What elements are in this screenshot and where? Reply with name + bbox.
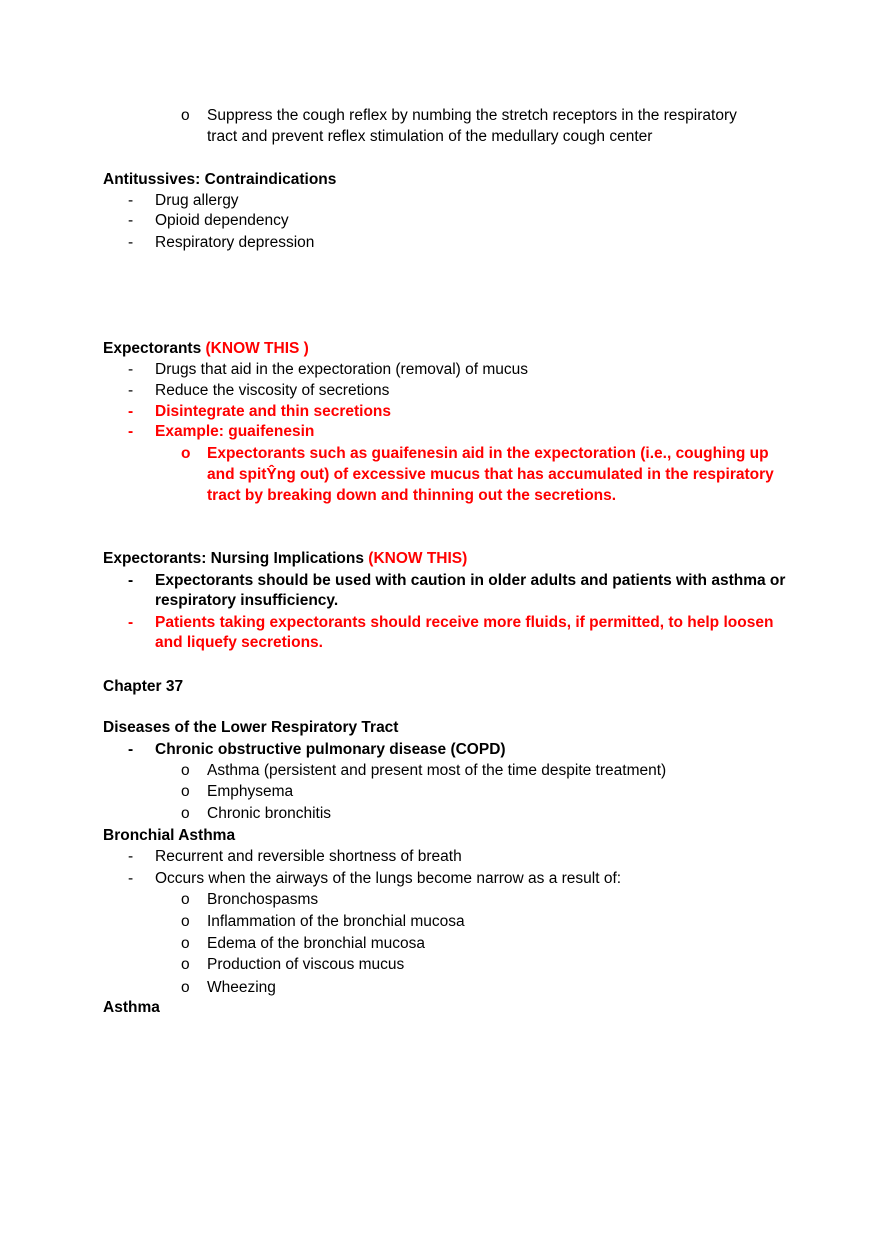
section-heading: Bronchial Asthma: [103, 827, 236, 844]
dash-marker: -: [128, 403, 134, 420]
bullet-marker: o: [181, 891, 190, 908]
list-item: Bronchospasms: [207, 891, 319, 908]
heading-note: (KNOW THIS): [368, 550, 468, 567]
section-heading: [103, 338, 309, 359]
section-heading: Antitussives: Contraindications: [103, 171, 337, 188]
bullet-marker: o: [181, 956, 190, 973]
list-item: Drug allergy: [155, 192, 239, 209]
bullet-marker: o: [181, 445, 191, 462]
list-item: Asthma (persistent and present most of the time despite treatment): [207, 762, 667, 779]
list-item: Inflammation of the bronchial mucosa: [207, 913, 465, 930]
list-item: Example: guaifenesin: [155, 423, 315, 440]
list-item: Chronic obstructive pulmonary disease (COPD): [155, 741, 506, 758]
list-item: Patients taking expectorants should receive more fluids, if permitted, to help loosen: [155, 614, 774, 631]
dash-marker: -: [128, 423, 134, 440]
dash-marker: -: [128, 234, 134, 251]
list-item: Opioid dependency: [155, 212, 289, 229]
bullet-marker: o: [181, 107, 190, 124]
dash-marker: -: [128, 741, 134, 758]
body-text: Suppress the cough reflex by numbing the stretch receptors in the respiratory: [207, 107, 737, 124]
bullet-marker: o: [181, 935, 190, 952]
bullet-marker: o: [181, 805, 190, 822]
bullet-marker: o: [181, 979, 190, 996]
body-text: tract by breaking down and thinning out the secretions.: [207, 487, 617, 504]
chapter-heading: Chapter 37: [103, 678, 184, 695]
list-item: Emphysema: [207, 783, 294, 800]
list-item: Edema of the bronchial mucosa: [207, 935, 425, 952]
list-item-cont: and liquefy secretions.: [155, 634, 323, 651]
dash-marker: -: [128, 614, 134, 631]
dash-marker: -: [128, 572, 134, 589]
list-item: Drugs that aid in the expectoration (removal) of mucus: [155, 361, 529, 378]
list-item: Expectorants should be used with caution in older adults and patients with asthma or: [155, 572, 786, 589]
heading-text: Expectorants: [103, 340, 202, 357]
heading-note: (KNOW THIS ): [205, 340, 309, 357]
body-text: and spitŶng out) of excessive mucus that has accumulated in the respiratory: [207, 466, 774, 483]
dash-marker: -: [128, 361, 134, 378]
heading-text: Expectorants: Nursing Implications: [103, 550, 364, 567]
dash-marker: -: [128, 192, 134, 209]
bullet-marker: o: [181, 783, 190, 800]
list-item: Respiratory depression: [155, 234, 315, 251]
list-item: Chronic bronchitis: [207, 805, 332, 822]
list-item: Occurs when the airways of the lungs become narrow as a result of:: [155, 870, 622, 887]
dash-marker: -: [128, 382, 134, 399]
list-item: Disintegrate and thin secretions: [155, 403, 391, 420]
section-heading: Diseases of the Lower Respiratory Tract: [103, 719, 399, 736]
list-item: Wheezing: [207, 979, 276, 996]
bullet-marker: o: [181, 762, 190, 779]
list-item: Production of viscous mucus: [207, 956, 405, 973]
dash-marker: -: [128, 212, 134, 229]
list-item-cont: respiratory insufﬁciency.: [155, 592, 339, 609]
body-text: Expectorants such as guaifenesin aid in the expectoration (i.e., coughing up: [207, 445, 769, 462]
dash-marker: -: [128, 870, 134, 887]
dash-marker: -: [128, 848, 134, 865]
section-heading: [103, 548, 467, 569]
list-item: Reduce the viscosity of secretions: [155, 382, 390, 399]
body-text: tract and prevent reflex stimulation of the medullary cough center: [207, 128, 653, 145]
section-heading: Asthma: [103, 999, 160, 1016]
list-item: Recurrent and reversible shortness of breath: [155, 848, 462, 865]
bullet-marker: o: [181, 913, 190, 930]
